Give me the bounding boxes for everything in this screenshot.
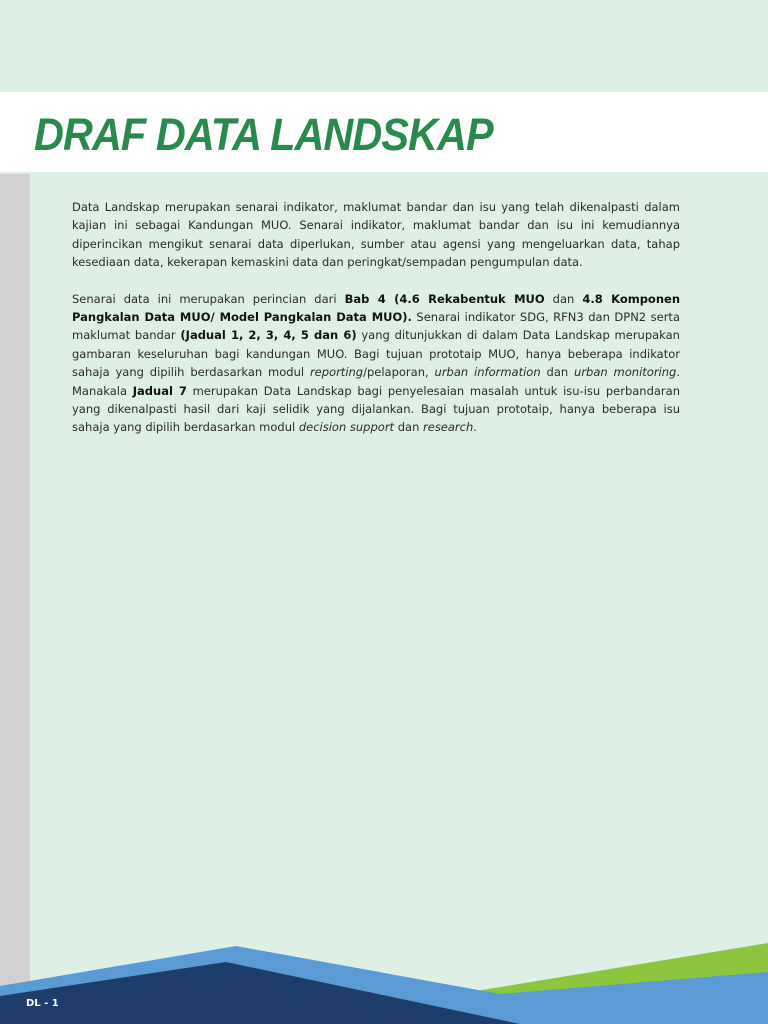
italic-term: decision support <box>298 420 395 435</box>
page-number: DL - 1 <box>26 998 59 1009</box>
text-run: dan <box>540 365 575 380</box>
page-title: DRAF DATA LANDSKAP <box>34 109 493 160</box>
text-run: yang ditunjukkan di dalam Data Landskap merupakan gambaran keseluruhan bagi kandungan MUO. Bagi tujuan prototaip MUO, hanya beberapa indikator sahaja yang dipilih berdasarkan modul <box>72 328 680 380</box>
italic-term: reporting <box>309 365 364 380</box>
footer-wave-decoration <box>0 940 768 1024</box>
italic-term: urban information <box>434 365 541 380</box>
text-run: dan <box>544 291 583 306</box>
text-run: Senarai data ini merupakan perincian dari <box>72 291 345 306</box>
italic-term: urban monitoring <box>574 365 677 380</box>
paragraph-2 <box>72 290 680 437</box>
left-margin-bar <box>0 174 30 1024</box>
bold-ref-komponen: 4.8 Komponen Pangkalan Data MUO/ Model Pangkalan Data MUO). <box>72 291 681 325</box>
text-run: Senarai indikator SDG, RFN3 dan DPN2 serta maklumat bandar <box>72 310 680 343</box>
bold-ref-jadual-7: Jadual 7 <box>132 383 187 398</box>
text-run: dan <box>394 420 424 435</box>
bold-ref-jadual-1-6: (Jadual 1, 2, 3, 4, 5 dan 6) <box>180 328 357 343</box>
italic-term: research <box>423 420 474 435</box>
text-run: . Manakala <box>72 365 680 398</box>
text-run: . <box>473 420 477 435</box>
bold-ref-bab4: Bab 4 (4.6 Rekabentuk MUO <box>344 291 545 306</box>
text-run: merupakan Data Landskap bagi penyelesaian masalah untuk isu-isu perbandaran yang dikenalpasti hasil dari kaji selidik yang dijalankan. Bagi tujuan prototaip, hanya beberapa isu sahaja yang dipilih berdasarkan modul <box>72 383 680 435</box>
paragraph-1: Data Landskap merupakan senarai indikator, maklumat bandar dan isu yang telah dikenalpasti dalam kajian ini sebagai Kandungan MUO. Senarai indikator, maklumat bandar dan isu ini kemudiannya diperincikan mengikut senarai data diperlukan, sumber atau agensi yang mengeluarkan data, tahap kesediaan data, kekerapan kemaskini data dan peringkat/sempadan pengumpulan data. <box>72 200 680 270</box>
text-run: /pelaporan, <box>363 365 435 380</box>
body-text <box>72 198 680 455</box>
